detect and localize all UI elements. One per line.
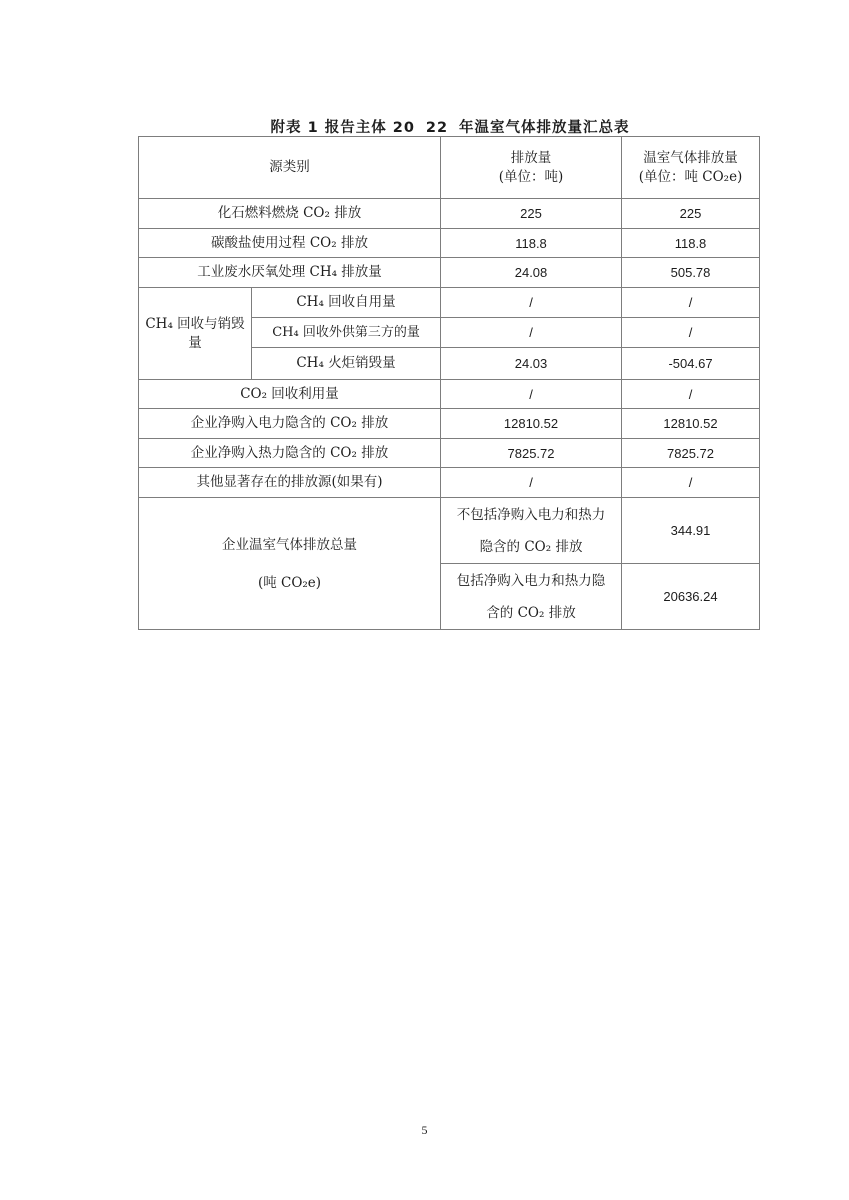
- row-label-heat: 企业净购入热力隐含的 CO₂ 排放: [139, 439, 441, 468]
- row-label-total: 企业温室气体排放总量 (吨 CO₂e): [139, 498, 441, 630]
- table-row: [139, 439, 760, 468]
- table-row: [139, 258, 760, 288]
- value-total-excluding: 344.91: [622, 498, 760, 564]
- row-label-other: 其他显著存在的排放源(如果有): [139, 468, 441, 498]
- table-header-row: [139, 137, 760, 199]
- table-row: [139, 229, 760, 258]
- label-total-excluding: 不包括净购入电力和热力 隐含的 CO₂ 排放: [441, 498, 622, 564]
- value-ch4-flare-ghg: -504.67: [622, 348, 760, 380]
- value-fossil-ghg: 225: [622, 199, 760, 229]
- caption-year-fill: 22: [415, 121, 459, 137]
- value-ch4-third-ghg: /: [622, 318, 760, 348]
- row-group-ch4-recovery: CH₄ 回收与销毁 量: [139, 288, 252, 380]
- label-total-including: 包括净购入电力和热力隐 含的 CO₂ 排放: [441, 564, 622, 630]
- value-fossil-emission: 225: [441, 199, 622, 229]
- row-label-ch4-flare: CH₄ 火炬销毁量: [252, 348, 441, 380]
- value-carbonate-ghg: 118.8: [622, 229, 760, 258]
- caption-suffix: 年温室气体排放量汇总表: [458, 120, 630, 136]
- caption-prefix: 附表 1 报告主体 20: [270, 120, 415, 136]
- value-wastewater-ghg: 505.78: [622, 258, 760, 288]
- row-label-carbonate: 碳酸盐使用过程 CO₂ 排放: [139, 229, 441, 258]
- value-carbonate-emission: 118.8: [441, 229, 622, 258]
- table-caption: [140, 116, 760, 137]
- row-label-ch4-self: CH₄ 回收自用量: [252, 288, 441, 318]
- value-wastewater-emission: 24.08: [441, 258, 622, 288]
- value-other-ghg: /: [622, 468, 760, 498]
- row-label-co2-recovery: CO₂ 回收利用量: [139, 380, 441, 409]
- header-emission: 排放量 (单位：吨): [441, 137, 622, 199]
- value-electricity-ghg: 12810.52: [622, 409, 760, 439]
- value-heat-ghg: 7825.72: [622, 439, 760, 468]
- value-ch4-self-ghg: /: [622, 288, 760, 318]
- value-co2-recovery-emission: /: [441, 380, 622, 409]
- value-ch4-flare-emission: 24.03: [441, 348, 622, 380]
- row-label-fossil: 化石燃料燃烧 CO₂ 排放: [139, 199, 441, 229]
- header-source-category: 源类别: [139, 137, 441, 199]
- row-label-electricity: 企业净购入电力隐含的 CO₂ 排放: [139, 409, 441, 439]
- table-row: [139, 409, 760, 439]
- value-total-including: 20636.24: [622, 564, 760, 630]
- emission-summary-table: [138, 136, 760, 630]
- value-co2-recovery-ghg: /: [622, 380, 760, 409]
- value-other-emission: /: [441, 468, 622, 498]
- table-row: [139, 380, 760, 409]
- row-label-ch4-third: CH₄ 回收外供第三方的量: [252, 318, 441, 348]
- table-row: [139, 288, 760, 318]
- value-electricity-emission: 12810.52: [441, 409, 622, 439]
- page-number: 5: [421, 1123, 428, 1137]
- table-row: [139, 199, 760, 229]
- value-ch4-third-emission: /: [441, 318, 622, 348]
- value-ch4-self-emission: /: [441, 288, 622, 318]
- value-heat-emission: 7825.72: [441, 439, 622, 468]
- total-row-excluding: [139, 498, 760, 564]
- header-ghg-emission: 温室气体排放量 (单位：吨 CO₂e): [622, 137, 760, 199]
- table-row: [139, 468, 760, 498]
- row-label-wastewater: 工业废水厌氧处理 CH₄ 排放量: [139, 258, 441, 288]
